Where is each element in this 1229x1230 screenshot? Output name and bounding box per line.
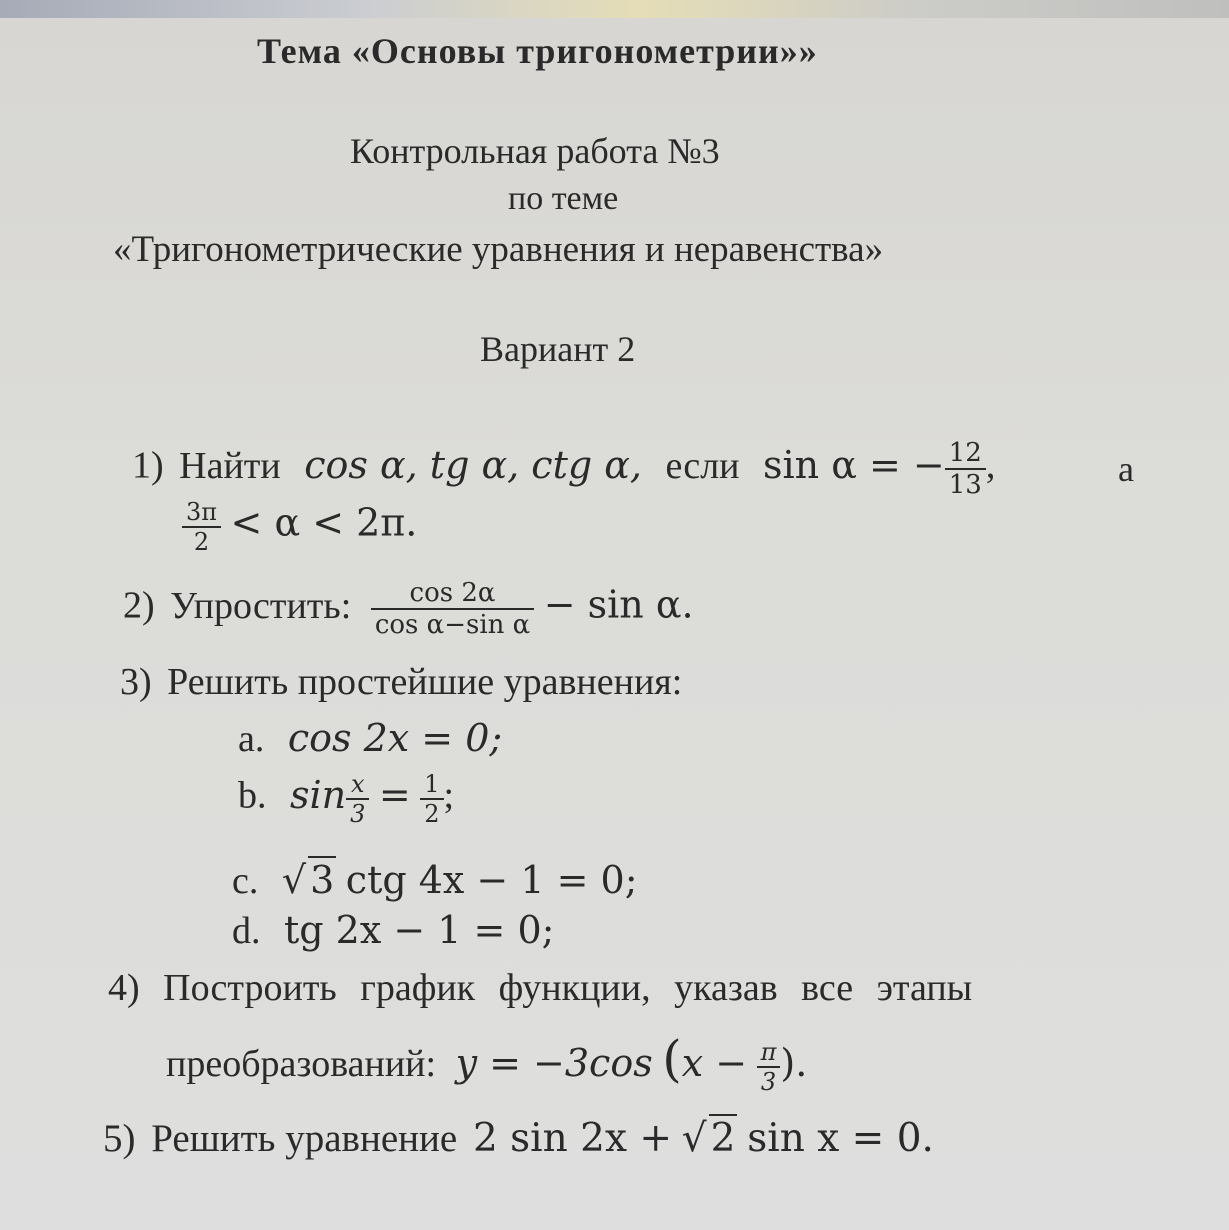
task-3-item-c: [232, 856, 638, 903]
fraction-numerator: 12: [948, 438, 982, 468]
task-4-x-minus: x −: [681, 1041, 748, 1085]
task-5-number: 5): [103, 1117, 136, 1160]
task-5-expression-1: 2 sin 2x +: [472, 1116, 673, 1161]
task-3-number: 3): [120, 661, 152, 703]
radicand: 2: [710, 1116, 736, 1161]
task-1-if: если: [665, 444, 740, 487]
task-1-funcs: cos α, tg α, ctg α,: [304, 442, 643, 487]
work-title: Контрольная работа №3: [350, 131, 720, 171]
task-3-item-a: [238, 716, 502, 761]
fraction-denominator: 2: [420, 798, 443, 828]
item-equals: =: [378, 772, 411, 817]
fraction-numerator: π: [760, 1038, 777, 1067]
item-fraction: [346, 770, 369, 828]
task-1-and: а: [1118, 449, 1134, 489]
task-2-line: [123, 578, 694, 640]
task-5-expression-2: sin x = 0.: [747, 1116, 934, 1161]
fraction-denominator: 3: [757, 1066, 781, 1096]
task-1-text: Найти: [179, 444, 281, 487]
photo-top-edge: [0, 0, 1229, 18]
task-3-text: Решить простейшие уравнения:: [167, 661, 683, 703]
task-5-text: Решить уравнение: [151, 1117, 458, 1160]
item-label: d.: [232, 910, 261, 952]
item-label: b.: [238, 774, 267, 817]
item-end: ;: [443, 774, 455, 817]
radical-icon: √: [281, 858, 307, 902]
task-5-line: [103, 1114, 934, 1161]
task-4-line-1: [108, 966, 972, 1010]
fraction-denominator: 3: [346, 798, 369, 828]
fraction-denominator: 2: [182, 526, 221, 556]
task-4-text-2: преобразований:: [166, 1043, 437, 1085]
item-fraction-2: [420, 770, 443, 828]
task-1-range: < α < 2π.: [230, 500, 418, 545]
task-3-line: [120, 660, 682, 704]
topic-heading: Тема «Основы тригонометрии»»: [257, 31, 818, 71]
task-4-line-2: [166, 1030, 807, 1096]
fraction-denominator: cos α−sin α: [371, 608, 534, 640]
item-expression: tg 2x − 1 = 0;: [284, 908, 555, 952]
subject-title: «Тригонометрические уравнения и неравенства»: [113, 229, 884, 270]
task-1-number: 1): [132, 444, 164, 487]
task-4-expression: y = −3cos: [455, 1041, 653, 1085]
fraction-numerator: cos 2α: [409, 578, 496, 608]
task-1-range-fraction: [182, 498, 221, 556]
task-1-line-1: [132, 438, 995, 500]
variant-label: Вариант 2: [480, 329, 636, 369]
task-2-number: 2): [123, 584, 155, 627]
fraction-numerator: 3π: [186, 498, 218, 526]
right-paren: ).: [780, 1041, 808, 1085]
fraction-numerator: x: [351, 770, 365, 798]
task-3-item-d: [232, 908, 554, 953]
task-3-item-b: [238, 770, 454, 828]
item-expression: ctg 4x − 1 = 0;: [345, 858, 638, 902]
task-1-line-2: [182, 498, 417, 556]
task-4-text: Построить график функции, указав все этапы: [163, 967, 973, 1009]
task-4-number: 4): [108, 967, 140, 1009]
task-1-sin-lhs: sin α = −: [763, 442, 945, 487]
item-expression: cos 2x = 0;: [287, 716, 503, 760]
radicand: 3: [310, 858, 335, 902]
task-4-fraction: [757, 1038, 781, 1096]
task-1-comma: ,: [985, 444, 996, 487]
fraction-denominator: 13: [945, 468, 986, 500]
task-2-fraction: [371, 578, 534, 640]
fraction-numerator: 1: [424, 770, 440, 798]
item-label: c.: [232, 860, 259, 902]
left-paren: (: [662, 1030, 682, 1088]
task-2-rest: − sin α.: [543, 582, 694, 627]
task-1-fraction: [945, 438, 986, 500]
by-topic: по теме: [508, 180, 619, 217]
task-2-text: Упростить:: [170, 584, 352, 627]
radical-icon: √: [681, 1116, 707, 1161]
item-label: a.: [238, 718, 265, 760]
item-sin: sin: [290, 772, 347, 817]
